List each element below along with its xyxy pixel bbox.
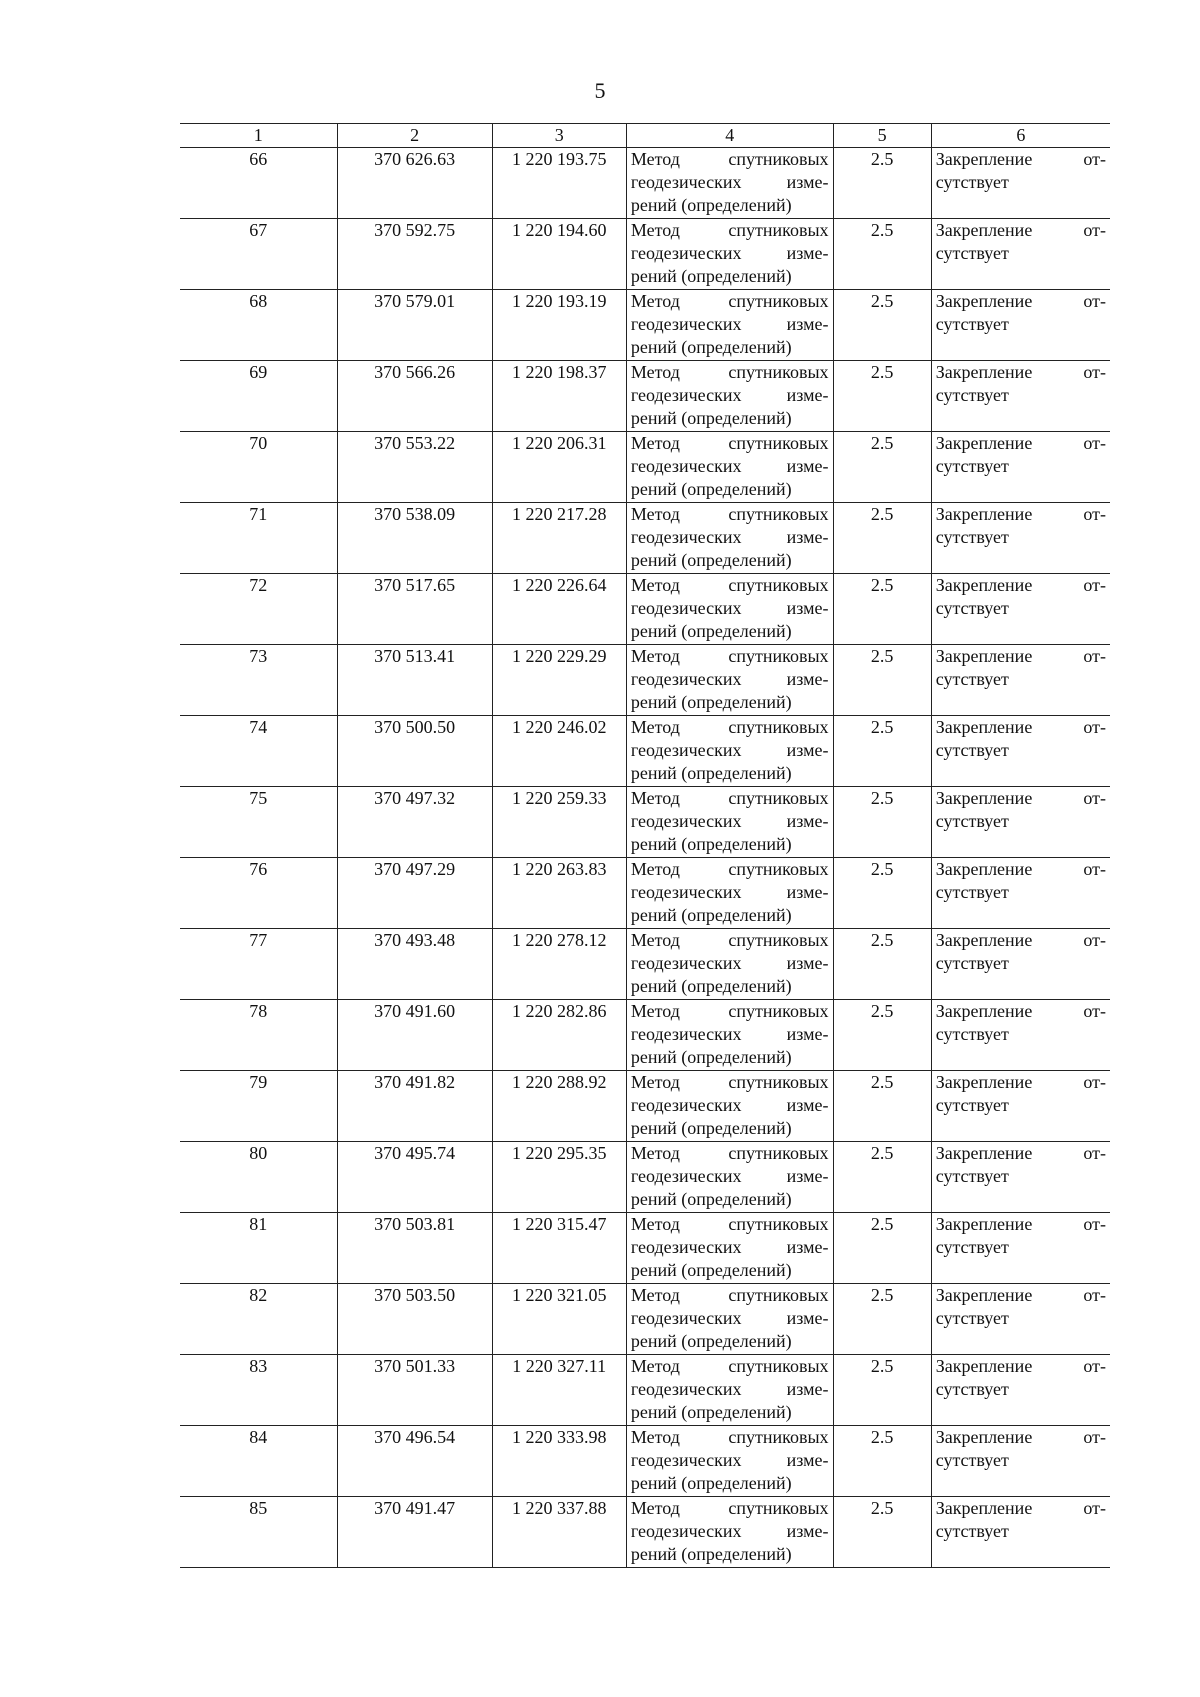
- accuracy-cell: 2.5: [833, 361, 931, 432]
- method-cell: Метод спутниковых геодезических изме-рений (определений): [626, 290, 833, 361]
- accuracy-cell: 2.5: [833, 716, 931, 787]
- accuracy-cell: 2.5: [833, 1000, 931, 1071]
- y-coordinate-cell: 1 220 193.19: [492, 290, 626, 361]
- accuracy-cell: 2.5: [833, 1497, 931, 1568]
- point-number-cell: 76: [180, 858, 337, 929]
- column-header-6: 6: [931, 124, 1110, 148]
- y-coordinate-cell: 1 220 217.28: [492, 503, 626, 574]
- y-coordinate-cell: 1 220 337.88: [492, 1497, 626, 1568]
- page-number: 5: [594, 78, 606, 103]
- point-number-cell: 71: [180, 503, 337, 574]
- method-cell: Метод спутниковых геодезических изме-рений (определений): [626, 148, 833, 219]
- point-number-cell: 78: [180, 1000, 337, 1071]
- x-coordinate-cell: 370 566.26: [337, 361, 492, 432]
- y-coordinate-cell: 1 220 206.31: [492, 432, 626, 503]
- table-row: [180, 929, 1110, 1000]
- accuracy-cell: 2.5: [833, 503, 931, 574]
- fixing-description-cell: Закрепление от-сутствует: [931, 574, 1110, 645]
- table-row: [180, 1355, 1110, 1426]
- y-coordinate-cell: 1 220 259.33: [492, 787, 626, 858]
- fixing-description-cell: Закрепление от-сутствует: [931, 645, 1110, 716]
- method-cell: Метод спутниковых геодезических изме-рений (определений): [626, 929, 833, 1000]
- fixing-description-cell: Закрепление от-сутствует: [931, 432, 1110, 503]
- method-cell: Метод спутниковых геодезических изме-рений (определений): [626, 1497, 833, 1568]
- method-cell: Метод спутниковых геодезических изме-рений (определений): [626, 1284, 833, 1355]
- x-coordinate-cell: 370 579.01: [337, 290, 492, 361]
- table-row: [180, 1426, 1110, 1497]
- method-cell: Метод спутниковых геодезических изме-рений (определений): [626, 645, 833, 716]
- y-coordinate-cell: 1 220 315.47: [492, 1213, 626, 1284]
- table-row: [180, 432, 1110, 503]
- x-coordinate-cell: 370 495.74: [337, 1142, 492, 1213]
- x-coordinate-cell: 370 513.41: [337, 645, 492, 716]
- y-coordinate-cell: 1 220 194.60: [492, 219, 626, 290]
- table-row: [180, 361, 1110, 432]
- accuracy-cell: 2.5: [833, 1284, 931, 1355]
- fixing-description-cell: Закрепление от-сутствует: [931, 1142, 1110, 1213]
- point-number-cell: 67: [180, 219, 337, 290]
- table-row: [180, 1071, 1110, 1142]
- x-coordinate-cell: 370 517.65: [337, 574, 492, 645]
- method-cell: Метод спутниковых геодезических изме-рений (определений): [626, 858, 833, 929]
- x-coordinate-cell: 370 491.60: [337, 1000, 492, 1071]
- accuracy-cell: 2.5: [833, 645, 931, 716]
- method-cell: Метод спутниковых геодезических изме-рений (определений): [626, 1355, 833, 1426]
- y-coordinate-cell: 1 220 229.29: [492, 645, 626, 716]
- point-number-cell: 81: [180, 1213, 337, 1284]
- fixing-description-cell: Закрепление от-сутствует: [931, 787, 1110, 858]
- x-coordinate-cell: 370 503.81: [337, 1213, 492, 1284]
- column-header-2: 2: [337, 124, 492, 148]
- fixing-description-cell: Закрепление от-сутствует: [931, 503, 1110, 574]
- table-row: [180, 148, 1110, 219]
- table-row: [180, 1284, 1110, 1355]
- accuracy-cell: 2.5: [833, 1355, 931, 1426]
- point-number-cell: 72: [180, 574, 337, 645]
- y-coordinate-cell: 1 220 246.02: [492, 716, 626, 787]
- point-number-cell: 80: [180, 1142, 337, 1213]
- point-number-cell: 70: [180, 432, 337, 503]
- x-coordinate-cell: 370 491.82: [337, 1071, 492, 1142]
- table-body: [180, 148, 1110, 1568]
- y-coordinate-cell: 1 220 295.35: [492, 1142, 626, 1213]
- table-header-row: [180, 124, 1110, 148]
- method-cell: Метод спутниковых геодезических изме-рений (определений): [626, 503, 833, 574]
- column-header-1: 1: [180, 124, 337, 148]
- point-number-cell: 77: [180, 929, 337, 1000]
- point-number-cell: 74: [180, 716, 337, 787]
- point-number-cell: 85: [180, 1497, 337, 1568]
- method-cell: Метод спутниковых геодезических изме-рений (определений): [626, 1426, 833, 1497]
- fixing-description-cell: Закрепление от-сутствует: [931, 361, 1110, 432]
- fixing-description-cell: Закрепление от-сутствует: [931, 1284, 1110, 1355]
- x-coordinate-cell: 370 503.50: [337, 1284, 492, 1355]
- y-coordinate-cell: 1 220 321.05: [492, 1284, 626, 1355]
- table-row: [180, 290, 1110, 361]
- x-coordinate-cell: 370 501.33: [337, 1355, 492, 1426]
- fixing-description-cell: Закрепление от-сутствует: [931, 1000, 1110, 1071]
- x-coordinate-cell: 370 500.50: [337, 716, 492, 787]
- accuracy-cell: 2.5: [833, 858, 931, 929]
- point-number-cell: 73: [180, 645, 337, 716]
- point-number-cell: 68: [180, 290, 337, 361]
- x-coordinate-cell: 370 493.48: [337, 929, 492, 1000]
- accuracy-cell: 2.5: [833, 148, 931, 219]
- fixing-description-cell: Закрепление от-сутствует: [931, 1213, 1110, 1284]
- fixing-description-cell: Закрепление от-сутствует: [931, 716, 1110, 787]
- x-coordinate-cell: 370 491.47: [337, 1497, 492, 1568]
- fixing-description-cell: Закрепление от-сутствует: [931, 1426, 1110, 1497]
- accuracy-cell: 2.5: [833, 219, 931, 290]
- table-row: [180, 858, 1110, 929]
- y-coordinate-cell: 1 220 193.75: [492, 148, 626, 219]
- table-row: [180, 787, 1110, 858]
- x-coordinate-cell: 370 497.29: [337, 858, 492, 929]
- y-coordinate-cell: 1 220 278.12: [492, 929, 626, 1000]
- fixing-description-cell: Закрепление от-сутствует: [931, 1071, 1110, 1142]
- method-cell: Метод спутниковых геодезических изме-рений (определений): [626, 1142, 833, 1213]
- accuracy-cell: 2.5: [833, 432, 931, 503]
- fixing-description-cell: Закрепление от-сутствует: [931, 1497, 1110, 1568]
- x-coordinate-cell: 370 538.09: [337, 503, 492, 574]
- point-number-cell: 84: [180, 1426, 337, 1497]
- point-number-cell: 83: [180, 1355, 337, 1426]
- y-coordinate-cell: 1 220 327.11: [492, 1355, 626, 1426]
- table-row: [180, 1497, 1110, 1568]
- column-header-4: 4: [626, 124, 833, 148]
- method-cell: Метод спутниковых геодезических изме-рений (определений): [626, 574, 833, 645]
- method-cell: Метод спутниковых геодезических изме-рений (определений): [626, 1071, 833, 1142]
- column-header-5: 5: [833, 124, 931, 148]
- accuracy-cell: 2.5: [833, 1142, 931, 1213]
- point-number-cell: 79: [180, 1071, 337, 1142]
- accuracy-cell: 2.5: [833, 290, 931, 361]
- accuracy-cell: 2.5: [833, 1426, 931, 1497]
- fixing-description-cell: Закрепление от-сутствует: [931, 148, 1110, 219]
- accuracy-cell: 2.5: [833, 1071, 931, 1142]
- fixing-description-cell: Закрепление от-сутствует: [931, 1355, 1110, 1426]
- y-coordinate-cell: 1 220 288.92: [492, 1071, 626, 1142]
- table-row: [180, 574, 1110, 645]
- y-coordinate-cell: 1 220 198.37: [492, 361, 626, 432]
- method-cell: Метод спутниковых геодезических изме-рений (определений): [626, 787, 833, 858]
- method-cell: Метод спутниковых геодезических изме-рений (определений): [626, 1000, 833, 1071]
- y-coordinate-cell: 1 220 282.86: [492, 1000, 626, 1071]
- point-number-cell: 69: [180, 361, 337, 432]
- method-cell: Метод спутниковых геодезических изме-рений (определений): [626, 716, 833, 787]
- column-header-3: 3: [492, 124, 626, 148]
- table-row: [180, 1213, 1110, 1284]
- point-number-cell: 66: [180, 148, 337, 219]
- method-cell: Метод спутниковых геодезических изме-рений (определений): [626, 432, 833, 503]
- fixing-description-cell: Закрепление от-сутствует: [931, 929, 1110, 1000]
- fixing-description-cell: Закрепление от-сутствует: [931, 290, 1110, 361]
- y-coordinate-cell: 1 220 263.83: [492, 858, 626, 929]
- x-coordinate-cell: 370 497.32: [337, 787, 492, 858]
- accuracy-cell: 2.5: [833, 787, 931, 858]
- coordinates-table: [180, 123, 1110, 1568]
- table-row: [180, 645, 1110, 716]
- fixing-description-cell: Закрепление от-сутствует: [931, 858, 1110, 929]
- x-coordinate-cell: 370 592.75: [337, 219, 492, 290]
- point-number-cell: 75: [180, 787, 337, 858]
- method-cell: Метод спутниковых геодезических изме-рений (определений): [626, 361, 833, 432]
- table-row: [180, 716, 1110, 787]
- method-cell: Метод спутниковых геодезических изме-рений (определений): [626, 219, 833, 290]
- accuracy-cell: 2.5: [833, 929, 931, 1000]
- table-row: [180, 1142, 1110, 1213]
- point-number-cell: 82: [180, 1284, 337, 1355]
- y-coordinate-cell: 1 220 333.98: [492, 1426, 626, 1497]
- accuracy-cell: 2.5: [833, 574, 931, 645]
- y-coordinate-cell: 1 220 226.64: [492, 574, 626, 645]
- fixing-description-cell: Закрепление от-сутствует: [931, 219, 1110, 290]
- x-coordinate-cell: 370 553.22: [337, 432, 492, 503]
- method-cell: Метод спутниковых геодезических изме-рений (определений): [626, 1213, 833, 1284]
- table-row: [180, 219, 1110, 290]
- table-row: [180, 503, 1110, 574]
- accuracy-cell: 2.5: [833, 1213, 931, 1284]
- table-row: [180, 1000, 1110, 1071]
- x-coordinate-cell: 370 496.54: [337, 1426, 492, 1497]
- x-coordinate-cell: 370 626.63: [337, 148, 492, 219]
